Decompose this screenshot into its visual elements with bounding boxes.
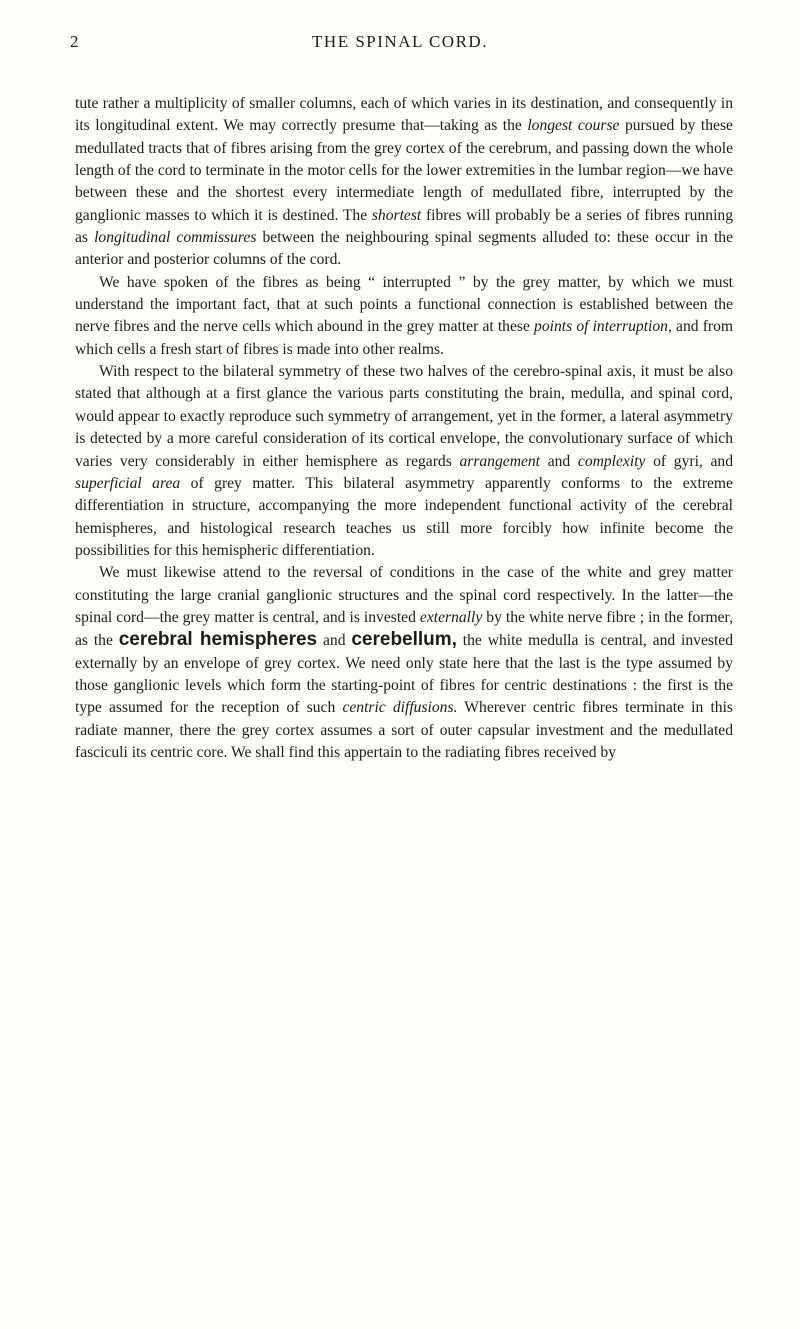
text-segment: the white medulla is central, and invested externally by an envelope of grey cortex. We need only state here that the last is the type assumed by those ganglionic levels which form the starting-point of fibres for centric destinations : the first is the type assumed for the reception of such (75, 632, 733, 717)
emphasis: points of interruption, (534, 318, 672, 336)
text-segment: tute rather a multiplicity of smaller columns, each of which varies in its destination, and consequently in its longitudinal extent. We may correctly presume that—taking as the (75, 95, 733, 135)
emphasis: longest course (527, 117, 620, 135)
text-segment: With respect to the bilateral symmetry of these two halves of the cerebro-spinal axis, it must be also stated that although at a first glance the various parts constituting the brain, medulla, and spinal cord, would appear to exactly reproduce such symmetry of arrangement, yet in the former, a lateral asymmetry is detected by a more careful consideration of its cortical envelope, the convolutionary surface of which varies very considerably in either hemisphere as regards (75, 363, 733, 470)
emphasis: externally (419, 608, 483, 626)
emphasis: shortest (371, 206, 422, 224)
text-segment: pursued by these medullated tracts that of fibres arising from the grey cortex of the cerebrum, and passing down the whole length of the cord to terminate in the motor cells for the lower extremities in the lumbar region—we have between these and the shortest every intermediate length of medullated fibre, interrupted by the ganglionic masses to which it is destined. The (75, 117, 733, 224)
emphasis: complexity (577, 452, 646, 470)
text-segment: Wherever centric fibres terminate in this radiate manner, there the grey cortex assumes a sort of outer capsular investment and the medullated fasciculi its centric core. We shall find this appertain to the radiating fibres received by (75, 699, 733, 761)
bold-term: cerebellum, (351, 629, 457, 651)
running-head (0, 32, 800, 62)
emphasis: superficial area (75, 474, 181, 492)
body-text (75, 93, 733, 764)
text-segment: and (540, 452, 578, 470)
text-segment: of gyri, and (645, 452, 734, 470)
text-segment: fibres will probably be a series of fibres running as (75, 206, 733, 247)
emphasis: longitudinal commissures (94, 229, 257, 247)
running-title: THE SPINAL CORD. (312, 32, 488, 51)
paragraph-2 (75, 272, 733, 361)
text-segment: between the neighbouring spinal segments alluded to: these occur in the anterior and posterior columns of the cord. (75, 229, 733, 269)
text-segment: by the white nerve fibre ; in the former, as the (75, 608, 733, 650)
text-segment: and from which cells a fresh start of fibres is made into other realms. (75, 318, 734, 358)
paragraph-3 (75, 361, 733, 562)
text-segment: We must likewise attend to the reversal of conditions in the case of the white and grey matter constituting the large cranial ganglionic structures and the spinal cord respectively. In the latter—the spinal cord—the grey matter is central, and is invested (75, 564, 733, 626)
emphasis: arrangement (459, 452, 541, 470)
paragraph-4 (75, 562, 733, 764)
paragraph-1 (75, 93, 733, 272)
page-number: 2 (70, 32, 80, 51)
text-segment: of grey matter. This bilateral asymmetry apparently conforms to the extreme differentiation in structure, accompanying the more independent functional activity of the cerebral hemispheres, and histological research teaches us still more forcibly how infinite become the possibilities for this hemispheric differentiation. (75, 474, 733, 559)
emphasis: centric diffusions. (342, 699, 458, 717)
text-segment: and (317, 632, 352, 650)
bold-term: cerebral hemispheres (118, 629, 318, 651)
text-segment: We have spoken of the fibres as being “ interrupted ” by the grey matter, by which we must understand the important fact, that at such points a functional connection is established between the nerve fibres and the nerve cells which abound in the grey matter at these (75, 273, 733, 336)
